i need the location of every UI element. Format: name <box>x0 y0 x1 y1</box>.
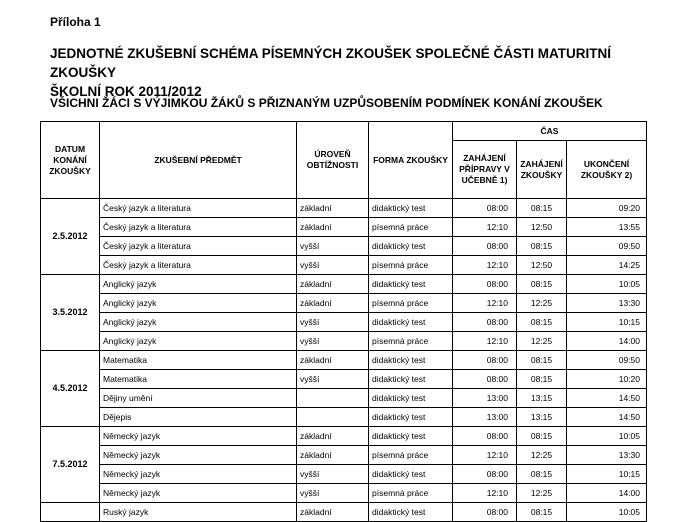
form-cell: didaktický test <box>369 427 453 446</box>
header-level: ÚROVEŇ OBTÍŽNOSTI <box>297 122 369 199</box>
end-time-cell: 14:50 <box>567 389 647 408</box>
subject-cell: Anglický jazyk <box>100 294 297 313</box>
subject-cell: Český jazyk a literatura <box>100 218 297 237</box>
end-time-cell: 14:25 <box>567 256 647 275</box>
end-time-cell: 13:55 <box>567 218 647 237</box>
form-cell: didaktický test <box>369 199 453 218</box>
form-cell: didaktický test <box>369 408 453 427</box>
start-time-cell: 08:15 <box>517 503 567 522</box>
form-cell: písemná práce <box>369 256 453 275</box>
prep-time-cell: 13:00 <box>453 408 517 427</box>
subject-cell: Anglický jazyk <box>100 275 297 294</box>
start-time-cell: 08:15 <box>517 370 567 389</box>
prep-time-cell: 08:00 <box>453 503 517 522</box>
subject-cell: Anglický jazyk <box>100 332 297 351</box>
table-row <box>41 313 647 332</box>
end-time-cell: 10:05 <box>567 503 647 522</box>
start-time-cell: 13:15 <box>517 389 567 408</box>
start-time-cell: 12:50 <box>517 256 567 275</box>
header-prep: ZAHÁJENÍ PŘÍPRAVY V UČEBNĚ 1) <box>453 141 517 199</box>
start-time-cell: 08:15 <box>517 465 567 484</box>
title-line-2: ŠKOLNÍ ROK 2011/2012 <box>50 84 202 99</box>
table-row <box>41 199 647 218</box>
level-cell: vyšší <box>297 465 369 484</box>
date-cell: 3.5.2012 <box>41 275 100 351</box>
form-cell: didaktický test <box>369 351 453 370</box>
form-cell: didaktický test <box>369 370 453 389</box>
prep-time-cell: 12:10 <box>453 484 517 503</box>
end-time-cell: 14:00 <box>567 332 647 351</box>
header-end: UKONČENÍ ZKOUŠKY 2) <box>567 141 647 199</box>
prep-time-cell: 12:10 <box>453 332 517 351</box>
prep-time-cell: 12:10 <box>453 446 517 465</box>
table-row <box>41 237 647 256</box>
start-time-cell: 08:15 <box>517 427 567 446</box>
start-time-cell: 08:15 <box>517 313 567 332</box>
subject-cell: Anglický jazyk <box>100 313 297 332</box>
table-row <box>41 351 647 370</box>
form-cell: písemná práce <box>369 332 453 351</box>
prep-time-cell: 12:10 <box>453 256 517 275</box>
level-cell: základní <box>297 446 369 465</box>
end-time-cell: 14:00 <box>567 484 647 503</box>
prep-time-cell: 12:10 <box>453 218 517 237</box>
table-row <box>41 332 647 351</box>
form-cell: písemná práce <box>369 294 453 313</box>
prep-time-cell: 12:10 <box>453 294 517 313</box>
prep-time-cell: 08:00 <box>453 237 517 256</box>
date-cell: 4.5.2012 <box>41 351 100 427</box>
subject-cell: Ruský jazyk <box>100 503 297 522</box>
level-cell: základní <box>297 275 369 294</box>
subject-cell: Německý jazyk <box>100 484 297 503</box>
end-time-cell: 13:30 <box>567 446 647 465</box>
document-title <box>50 44 670 101</box>
prep-time-cell: 08:00 <box>453 427 517 446</box>
form-cell: písemná práce <box>369 446 453 465</box>
table-row <box>41 294 647 313</box>
header-time: ČAS <box>453 122 647 141</box>
start-time-cell: 12:50 <box>517 218 567 237</box>
header-subject: ZKUŠEBNÍ PŘEDMĚT <box>100 122 297 199</box>
form-cell: didaktický test <box>369 313 453 332</box>
level-cell <box>297 389 369 408</box>
prep-time-cell: 08:00 <box>453 370 517 389</box>
level-cell: vyšší <box>297 313 369 332</box>
prep-time-cell: 08:00 <box>453 275 517 294</box>
form-cell: didaktický test <box>369 237 453 256</box>
end-time-cell: 10:15 <box>567 465 647 484</box>
table-row <box>41 446 647 465</box>
exam-schedule-table <box>40 121 647 522</box>
end-time-cell: 10:15 <box>567 313 647 332</box>
level-cell: vyšší <box>297 332 369 351</box>
level-cell: vyšší <box>297 256 369 275</box>
level-cell: základní <box>297 351 369 370</box>
form-cell: didaktický test <box>369 465 453 484</box>
table-row <box>41 427 647 446</box>
prep-time-cell: 08:00 <box>453 199 517 218</box>
table-row <box>41 218 647 237</box>
header-form: FORMA ZKOUŠKY <box>369 122 453 199</box>
table-row <box>41 408 647 427</box>
level-cell: základní <box>297 427 369 446</box>
start-time-cell: 13:15 <box>517 408 567 427</box>
title-line-1: JEDNOTNÉ ZKUŠEBNÍ SCHÉMA PÍSEMNÝCH ZKOUŠEK SPOLEČNÉ ČÁSTI MATURITNÍ ZKOUŠKY <box>50 46 612 80</box>
table-row <box>41 370 647 389</box>
date-cell <box>41 503 100 522</box>
start-time-cell: 12:25 <box>517 446 567 465</box>
subject-cell: Německý jazyk <box>100 427 297 446</box>
level-cell: základní <box>297 294 369 313</box>
end-time-cell: 09:50 <box>567 237 647 256</box>
start-time-cell: 08:15 <box>517 199 567 218</box>
start-time-cell: 08:15 <box>517 275 567 294</box>
start-time-cell: 12:25 <box>517 332 567 351</box>
level-cell <box>297 408 369 427</box>
prep-time-cell: 08:00 <box>453 465 517 484</box>
level-cell: základní <box>297 218 369 237</box>
end-time-cell: 10:05 <box>567 275 647 294</box>
form-cell: didaktický test <box>369 389 453 408</box>
level-cell: vyšší <box>297 484 369 503</box>
attachment-label: Příloha 1 <box>50 15 101 29</box>
date-cell: 7.5.2012 <box>41 427 100 503</box>
level-cell: vyšší <box>297 370 369 389</box>
start-time-cell: 12:25 <box>517 484 567 503</box>
subject-cell: Český jazyk a literatura <box>100 199 297 218</box>
subject-cell: Německý jazyk <box>100 465 297 484</box>
form-cell: didaktický test <box>369 503 453 522</box>
header-start: ZAHÁJENÍ ZKOUŠKY <box>517 141 567 199</box>
form-cell: didaktický test <box>369 275 453 294</box>
start-time-cell: 12:25 <box>517 294 567 313</box>
start-time-cell: 08:15 <box>517 351 567 370</box>
level-cell: základní <box>297 503 369 522</box>
subject-cell: Matematika <box>100 370 297 389</box>
table-row <box>41 256 647 275</box>
end-time-cell: 14:50 <box>567 408 647 427</box>
table-body <box>41 199 647 522</box>
prep-time-cell: 08:00 <box>453 313 517 332</box>
end-time-cell: 09:20 <box>567 199 647 218</box>
end-time-cell: 10:20 <box>567 370 647 389</box>
level-cell: vyšší <box>297 237 369 256</box>
table-row <box>41 275 647 294</box>
document-subtitle: VŠICHNI ŽÁCI S VÝJIMKOU ŽÁKŮ S PŘIZNANÝM UZPŮSOBENÍM PODMÍNEK KONÁNÍ ZKOUŠEK <box>50 96 603 110</box>
start-time-cell: 08:15 <box>517 237 567 256</box>
form-cell: písemná práce <box>369 218 453 237</box>
form-cell: písemná práce <box>369 484 453 503</box>
prep-time-cell: 13:00 <box>453 389 517 408</box>
subject-cell: Německý jazyk <box>100 446 297 465</box>
subject-cell: Dějepis <box>100 408 297 427</box>
subject-cell: Český jazyk a literatura <box>100 256 297 275</box>
end-time-cell: 09:50 <box>567 351 647 370</box>
header-date: DATUM KONÁNÍ ZKOUŠKY <box>41 122 100 199</box>
end-time-cell: 13:30 <box>567 294 647 313</box>
subject-cell: Matematika <box>100 351 297 370</box>
table-row <box>41 389 647 408</box>
table-row <box>41 503 647 522</box>
prep-time-cell: 08:00 <box>453 351 517 370</box>
subject-cell: Dějiny umění <box>100 389 297 408</box>
level-cell: základní <box>297 199 369 218</box>
end-time-cell: 10:05 <box>567 427 647 446</box>
table-row <box>41 484 647 503</box>
date-cell: 2.5.2012 <box>41 199 100 275</box>
subject-cell: Český jazyk a literatura <box>100 237 297 256</box>
table-row <box>41 465 647 484</box>
